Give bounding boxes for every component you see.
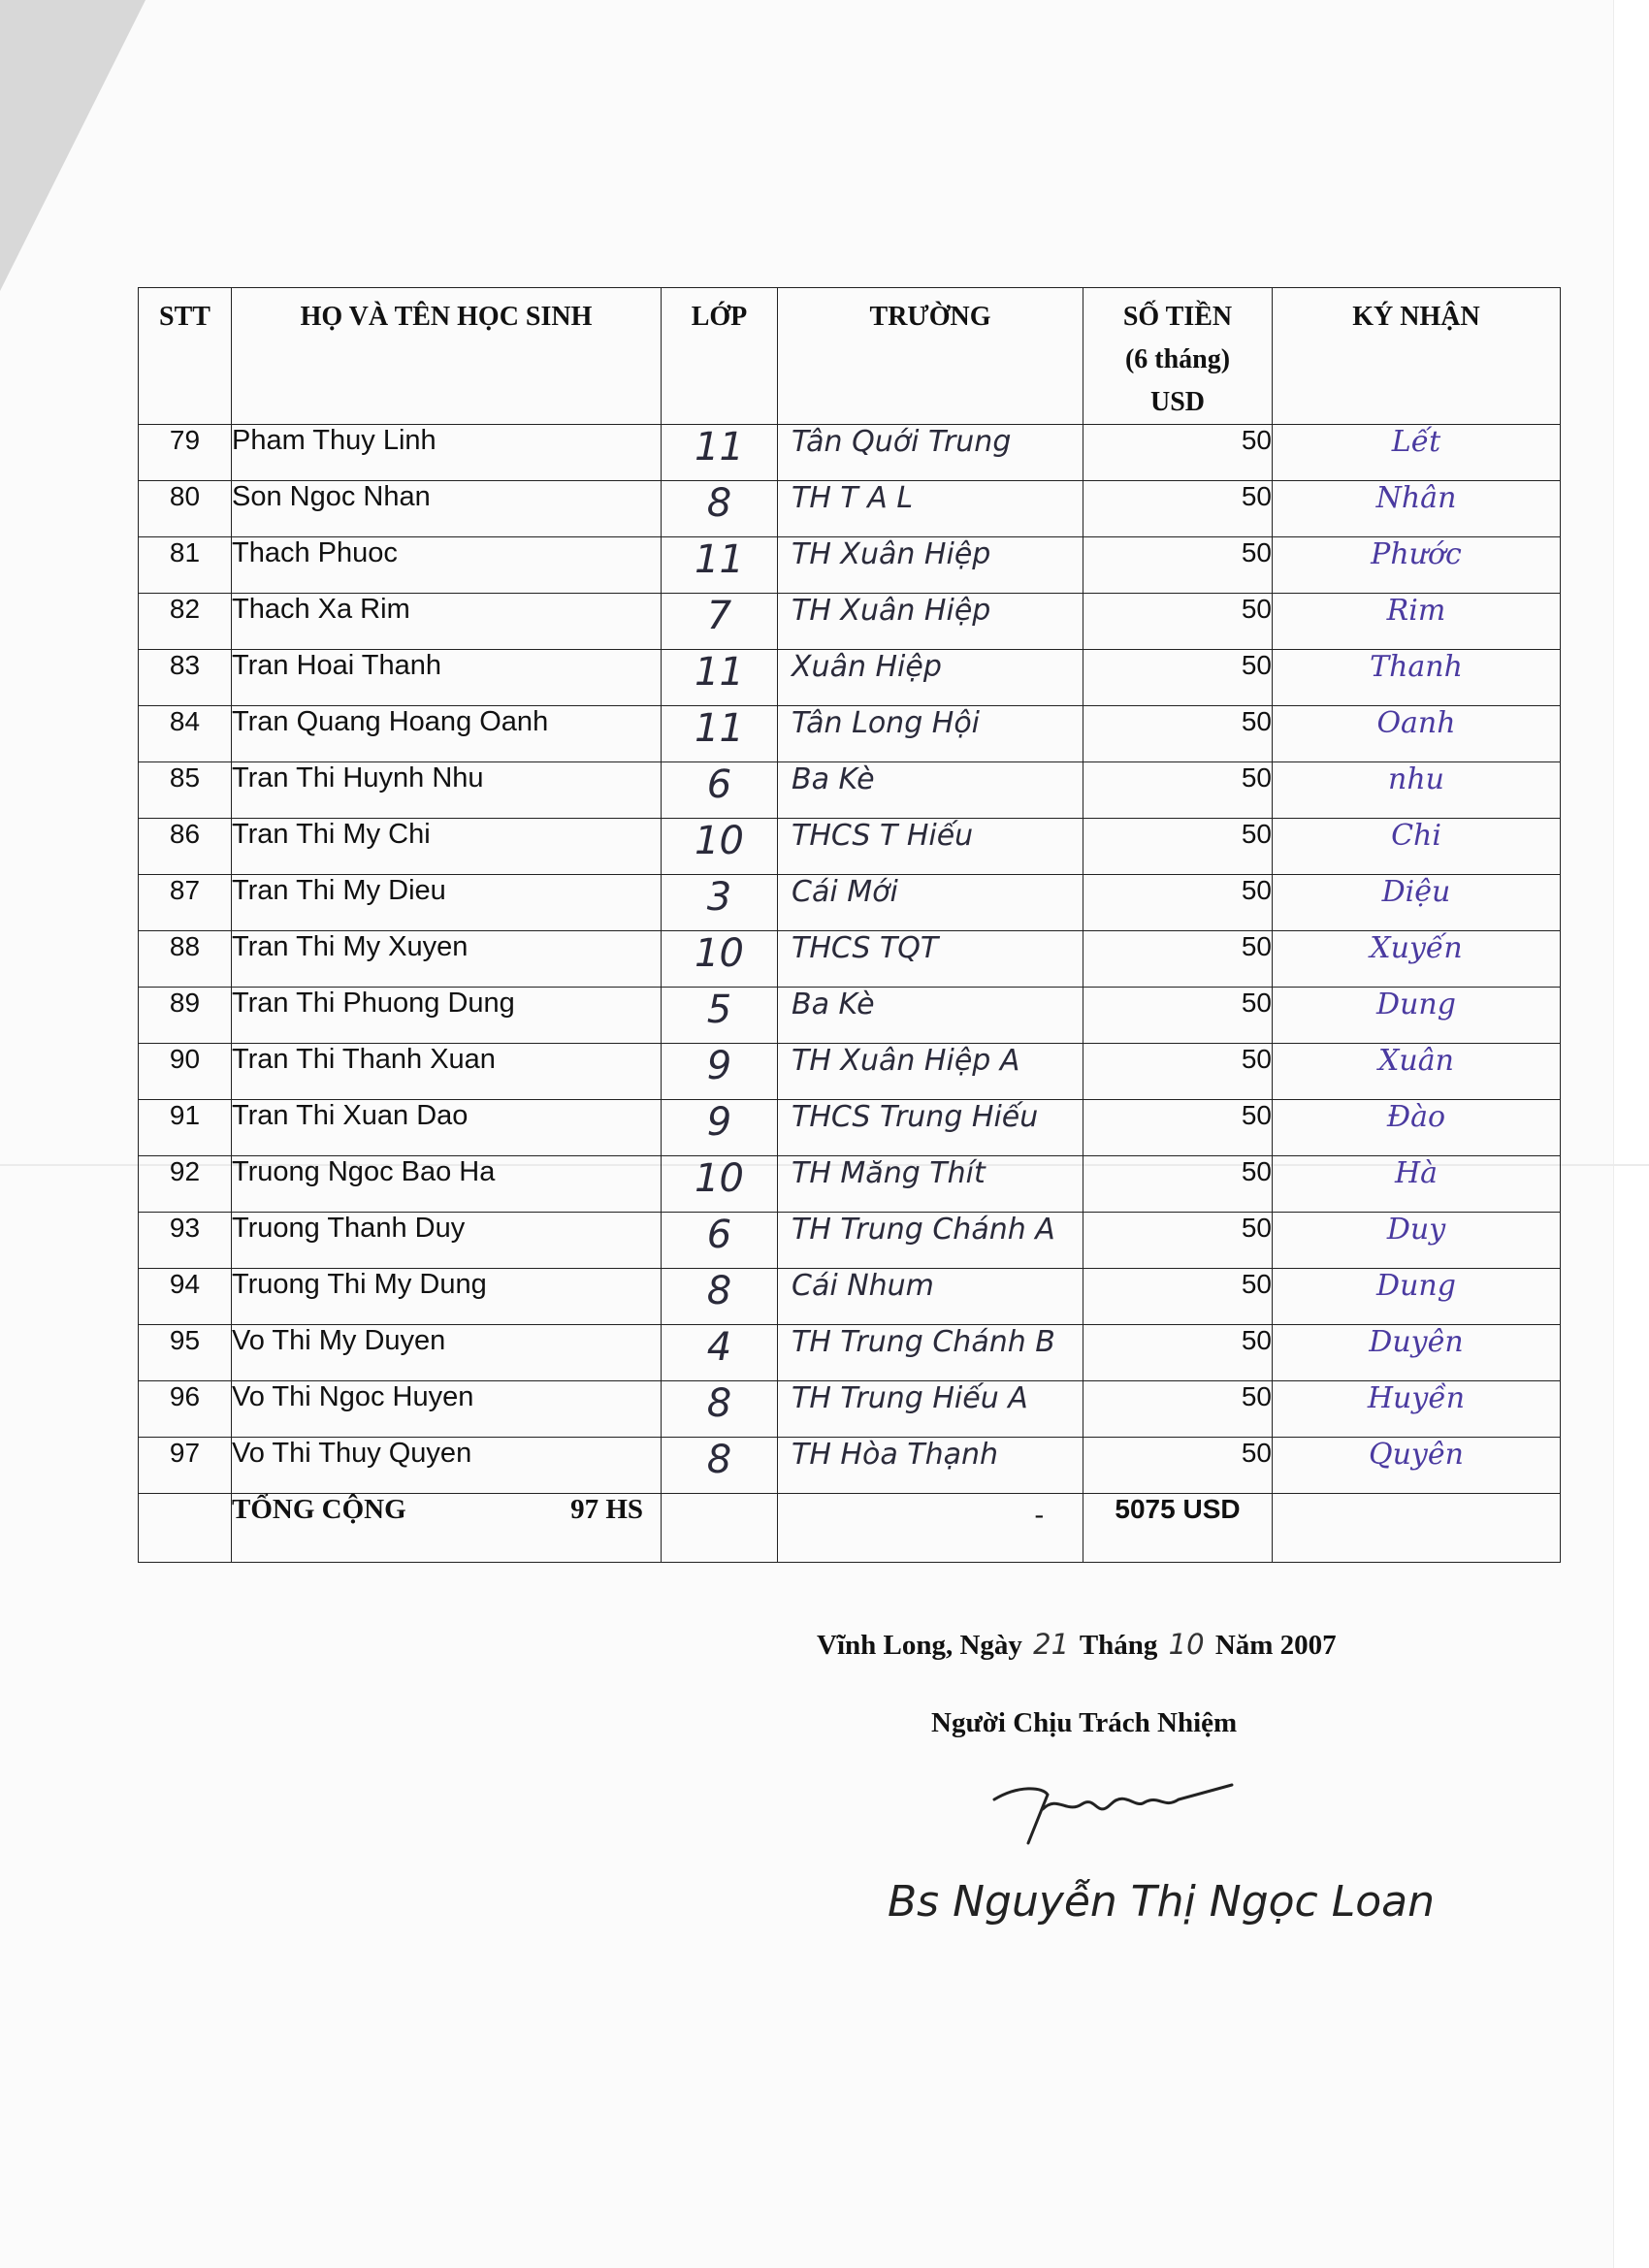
row-grade: 5 <box>662 988 778 1044</box>
table-row <box>139 931 1561 988</box>
row-grade: 6 <box>662 1213 778 1269</box>
row-grade: 9 <box>662 1100 778 1156</box>
row-school: Ba Kè <box>778 988 1083 1044</box>
row-student-name: Thach Phuoc <box>232 537 662 594</box>
row-stt: 85 <box>139 762 232 819</box>
row-signature: Dung <box>1273 988 1561 1044</box>
row-student-name: Tran Quang Hoang Oanh <box>232 706 662 762</box>
row-school: THCS T Hiếu <box>778 819 1083 875</box>
row-amount: 50 <box>1083 931 1273 988</box>
table-row <box>139 1325 1561 1381</box>
table-row <box>139 594 1561 650</box>
col-header-stt: STT <box>139 288 232 425</box>
row-student-name: Thach Xa Rim <box>232 594 662 650</box>
signer-name: Bs Nguyễn Thị Ngọc Loan <box>888 1877 1436 1927</box>
date-month-label: Tháng <box>1079 1630 1158 1661</box>
row-school: TH Xuân Hiệp <box>778 537 1083 594</box>
row-amount: 50 <box>1083 594 1273 650</box>
row-amount: 50 <box>1083 819 1273 875</box>
total-empty-cell <box>139 1494 232 1563</box>
student-roster-table <box>138 287 1561 1563</box>
total-row <box>139 1494 1561 1563</box>
row-school: TH Trung Chánh A <box>778 1213 1083 1269</box>
table-row <box>139 762 1561 819</box>
row-amount: 50 <box>1083 762 1273 819</box>
row-grade: 11 <box>662 650 778 706</box>
row-stt: 87 <box>139 875 232 931</box>
total-count: 97 HS <box>570 1494 643 1525</box>
row-school: THCS TQT <box>778 931 1083 988</box>
row-amount: 50 <box>1083 425 1273 481</box>
row-stt: 83 <box>139 650 232 706</box>
handwritten-signature <box>989 1766 1242 1853</box>
table-row <box>139 1044 1561 1100</box>
table-row <box>139 425 1561 481</box>
row-amount: 50 <box>1083 1100 1273 1156</box>
row-student-name: Tran Thi Xuan Dao <box>232 1100 662 1156</box>
row-signature: nhu <box>1273 762 1561 819</box>
row-student-name: Truong Thi My Dung <box>232 1269 662 1325</box>
row-stt: 84 <box>139 706 232 762</box>
so-tien-line-3: USD <box>1149 387 1205 417</box>
row-stt: 86 <box>139 819 232 875</box>
row-grade: 11 <box>662 706 778 762</box>
row-signature: Phước <box>1273 537 1561 594</box>
row-school: TH Hòa Thạnh <box>778 1438 1083 1494</box>
row-stt: 97 <box>139 1438 232 1494</box>
date-day: 21 <box>1033 1628 1070 1661</box>
row-student-name: Tran Hoai Thanh <box>232 650 662 706</box>
row-grade: 3 <box>662 875 778 931</box>
col-header-lop: LỚP <box>662 288 778 425</box>
row-stt: 80 <box>139 481 232 537</box>
row-grade: 8 <box>662 1438 778 1494</box>
row-student-name: Vo Thi Thuy Quyen <box>232 1438 662 1494</box>
row-grade: 6 <box>662 762 778 819</box>
page-edge <box>1613 0 1649 2268</box>
table-row <box>139 1213 1561 1269</box>
row-stt: 89 <box>139 988 232 1044</box>
table-row <box>139 650 1561 706</box>
row-school: Cái Nhum <box>778 1269 1083 1325</box>
table-row <box>139 1438 1561 1494</box>
row-school: Tân Long Hội <box>778 706 1083 762</box>
row-signature: Diệu <box>1273 875 1561 931</box>
total-empty-cell <box>662 1494 778 1563</box>
row-school: Xuân Hiệp <box>778 650 1083 706</box>
row-school: TH Măng Thít <box>778 1156 1083 1213</box>
row-amount: 50 <box>1083 875 1273 931</box>
row-amount: 50 <box>1083 706 1273 762</box>
row-grade: 8 <box>662 1269 778 1325</box>
table-header-row <box>139 288 1561 425</box>
row-amount: 50 <box>1083 1044 1273 1100</box>
row-student-name: Vo Thi Ngoc Huyen <box>232 1381 662 1438</box>
row-stt: 88 <box>139 931 232 988</box>
total-label-cell <box>232 1494 662 1563</box>
row-signature: Dung <box>1273 1269 1561 1325</box>
table-row <box>139 481 1561 537</box>
row-amount: 50 <box>1083 1438 1273 1494</box>
row-student-name: Son Ngoc Nhan <box>232 481 662 537</box>
row-stt: 94 <box>139 1269 232 1325</box>
row-stt: 93 <box>139 1213 232 1269</box>
row-grade: 7 <box>662 594 778 650</box>
row-signature: Huyền <box>1273 1381 1561 1438</box>
row-signature: Lết <box>1273 425 1561 481</box>
row-student-name: Tran Thi Phuong Dung <box>232 988 662 1044</box>
row-signature: Thanh <box>1273 650 1561 706</box>
responsible-person-title: Người Chịu Trách Nhiệm <box>931 1707 1238 1738</box>
row-school: Tân Quới Trung <box>778 425 1083 481</box>
col-header-so-tien <box>1083 288 1273 425</box>
table-row <box>139 706 1561 762</box>
date-place: Vĩnh Long, Ngày <box>817 1630 1022 1661</box>
row-signature: Rim <box>1273 594 1561 650</box>
folded-corner <box>0 0 146 291</box>
row-signature: Hà <box>1273 1156 1561 1213</box>
row-signature: Nhân <box>1273 481 1561 537</box>
row-signature: Oanh <box>1273 706 1561 762</box>
total-empty-cell <box>1273 1494 1561 1563</box>
row-student-name: Tran Thi Huynh Nhu <box>232 762 662 819</box>
date-year: Năm 2007 <box>1214 1630 1337 1661</box>
row-grade: 4 <box>662 1325 778 1381</box>
row-signature: Đào <box>1273 1100 1561 1156</box>
row-school: TH Xuân Hiệp A <box>778 1044 1083 1100</box>
row-signature: Quyên <box>1273 1438 1561 1494</box>
row-amount: 50 <box>1083 537 1273 594</box>
row-school: TH Trung Hiếu A <box>778 1381 1083 1438</box>
row-school: TH T A L <box>778 481 1083 537</box>
row-student-name: Tran Thi My Dieu <box>232 875 662 931</box>
row-stt: 95 <box>139 1325 232 1381</box>
row-stt: 91 <box>139 1100 232 1156</box>
row-signature: Xuân <box>1273 1044 1561 1100</box>
total-amount: 5075 USD <box>1083 1494 1273 1563</box>
row-school: THCS Trung Hiếu <box>778 1100 1083 1156</box>
row-grade: 11 <box>662 537 778 594</box>
row-signature: Duyên <box>1273 1325 1561 1381</box>
table-row <box>139 819 1561 875</box>
row-student-name: Tran Thi My Chi <box>232 819 662 875</box>
row-school: TH Xuân Hiệp <box>778 594 1083 650</box>
row-amount: 50 <box>1083 1381 1273 1438</box>
total-label: TỔNG CỘNG <box>232 1494 406 1525</box>
row-grade: 9 <box>662 1044 778 1100</box>
row-amount: 50 <box>1083 1269 1273 1325</box>
row-amount: 50 <box>1083 650 1273 706</box>
row-signature: Duy <box>1273 1213 1561 1269</box>
row-stt: 82 <box>139 594 232 650</box>
row-amount: 50 <box>1083 988 1273 1044</box>
row-student-name: Vo Thi My Duyen <box>232 1325 662 1381</box>
row-student-name: Pham Thuy Linh <box>232 425 662 481</box>
row-grade: 10 <box>662 819 778 875</box>
so-tien-line-2: (6 tháng) <box>1124 344 1231 374</box>
so-tien-line-1: SỐ TIỀN <box>1122 302 1233 332</box>
table-row <box>139 1269 1561 1325</box>
row-signature: Chi <box>1273 819 1561 875</box>
row-grade: 10 <box>662 931 778 988</box>
col-header-truong: TRƯỜNG <box>778 288 1083 425</box>
table-row <box>139 988 1561 1044</box>
row-grade: 8 <box>662 481 778 537</box>
row-school: Ba Kè <box>778 762 1083 819</box>
col-header-name: HỌ VÀ TÊN HỌC SINH <box>232 288 662 425</box>
row-stt: 92 <box>139 1156 232 1213</box>
row-student-name: Tran Thi My Xuyen <box>232 931 662 988</box>
footer-date <box>817 1628 1337 1662</box>
row-student-name: Truong Ngoc Bao Ha <box>232 1156 662 1213</box>
row-grade: 11 <box>662 425 778 481</box>
row-amount: 50 <box>1083 481 1273 537</box>
row-grade: 8 <box>662 1381 778 1438</box>
date-month: 10 <box>1168 1628 1205 1661</box>
row-stt: 96 <box>139 1381 232 1438</box>
table-row <box>139 1381 1561 1438</box>
row-student-name: Truong Thanh Duy <box>232 1213 662 1269</box>
col-header-ky-nhan: KÝ NHẬN <box>1273 288 1561 425</box>
row-school: Cái Mới <box>778 875 1083 931</box>
row-amount: 50 <box>1083 1325 1273 1381</box>
row-signature: Xuyến <box>1273 931 1561 988</box>
row-grade: 10 <box>662 1156 778 1213</box>
row-stt: 90 <box>139 1044 232 1100</box>
table-row <box>139 875 1561 931</box>
row-stt: 81 <box>139 537 232 594</box>
table-row <box>139 1156 1561 1213</box>
row-amount: 50 <box>1083 1213 1273 1269</box>
row-student-name: Tran Thi Thanh Xuan <box>232 1044 662 1100</box>
row-stt: 79 <box>139 425 232 481</box>
total-dash: - <box>778 1494 1083 1563</box>
row-amount: 50 <box>1083 1156 1273 1213</box>
table-row <box>139 537 1561 594</box>
table-row <box>139 1100 1561 1156</box>
row-school: TH Trung Chánh B <box>778 1325 1083 1381</box>
